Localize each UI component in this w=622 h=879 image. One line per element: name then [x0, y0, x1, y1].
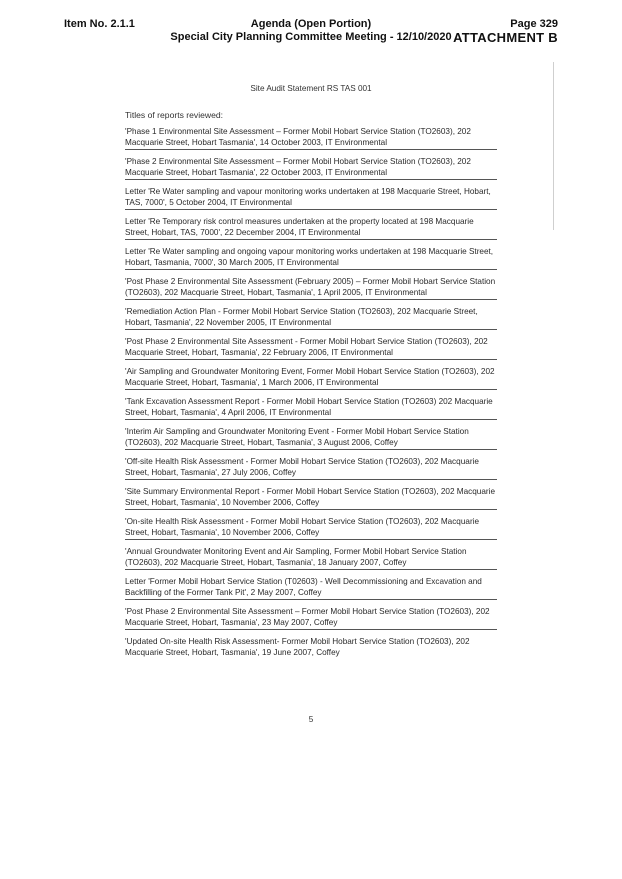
report-item: Letter 'Re Water sampling and ongoing vapour monitoring works undertaken at 198 Macquarie Street, Hobart, Tasmania, 7000', 30 March 2005, IT Environmental: [125, 246, 497, 270]
report-item: 'Post Phase 2 Environmental Site Assessment (February 2005) – Former Mobil Hobart Service Station (TO2603), 202 Macquarie Street, Hobart, Tasmania', 1 April 2005, IT Environmental: [125, 276, 497, 300]
report-item: 'Site Summary Environmental Report - Former Mobil Hobart Service Station (TO2603), 202 Macquarie Street, Hobart, Tasmania', 10 November 2006, Coffey: [125, 486, 497, 510]
report-item: 'Interim Air Sampling and Groundwater Monitoring Event - Former Mobil Hobart Service Station (TO2603), 202 Macquarie Street, Hobart, Tasmania', 3 August 2006, Coffey: [125, 426, 497, 450]
agenda-title: Agenda (Open Portion): [250, 18, 372, 30]
reports-section: [125, 110, 497, 665]
report-item: 'Annual Groundwater Monitoring Event and Air Sampling, Former Mobil Hobart Service Station (TO2603), 202 Macquarie Street, Hobart, Tasmania', 18 January 2007, Coffey: [125, 546, 497, 570]
meeting-line: Special City Planning Committee Meeting - 12/10/2020: [170, 31, 452, 43]
reports-label: Titles of reports reviewed:: [125, 110, 224, 120]
item-number: Item No. 2.1.1: [64, 18, 135, 30]
report-item: 'Phase 2 Environmental Site Assessment – Former Mobil Hobart Service Station (TO2603), 202 Macquarie Street, Hobart Tasmania', 22 October 2003, IT Environmental: [125, 156, 497, 180]
report-item: 'Off-site Health Risk Assessment - Former Mobil Hobart Service Station (TO2603), 202 Macquarie Street, Hobart, Tasmania', 27 July 2006, Coffey: [125, 456, 497, 480]
report-item: 'On-site Health Risk Assessment - Former Mobil Hobart Service Station (TO2603), 202 Macquarie Street, Hobart, Tasmania', 10 November 2006, Coffey: [125, 516, 497, 540]
report-item: 'Remediation Action Plan - Former Mobil Hobart Service Station (TO2603), 202 Macquarie Street, Hobart, Tasmania', 22 November 2005, IT Environmental: [125, 306, 497, 330]
page-header-right: [453, 18, 558, 44]
page-number: 5: [308, 715, 314, 724]
page-label: Page 329: [510, 18, 558, 30]
attachment-label: ATTACHMENT B: [453, 30, 558, 45]
report-item: 'Air Sampling and Groundwater Monitoring Event, Former Mobil Hobart Service Station (TO2603), 202 Macquarie Street, Hobart, Tasmania', 1 March 2006, IT Environmental: [125, 366, 497, 390]
report-item: 'Tank Excavation Assessment Report - Former Mobil Hobart Service Station (TO2603) 202 Macquarie Street, Hobart, Tasmania', 4 April 2006, IT Environmental: [125, 396, 497, 420]
report-item: Letter 'Former Mobil Hobart Service Station (T02603) - Well Decommissioning and Excavation and Backfilling of the Former Tank Pit', 2 May 2007, Coffey: [125, 576, 497, 600]
report-item: Letter 'Re Temporary risk control measures undertaken at the property located at 198 Macquarie Street, Hobart, TAS, 7000', 22 December 2004, IT Environmental: [125, 216, 497, 240]
report-item: 'Phase 1 Environmental Site Assessment – Former Mobil Hobart Service Station (TO2603), 202 Macquarie Street, Hobart Tasmania', 14 October 2003, IT Environmental: [125, 126, 497, 150]
report-item: Letter 'Re Water sampling and vapour monitoring works undertaken at 198 Macquarie Street, Hobart, TAS, 7000', 5 October 2004, IT Environmental: [125, 186, 497, 210]
report-item: 'Post Phase 2 Environmental Site Assessment - Former Mobil Hobart Service Station (TO2603), 202 Macquarie Street, Hobart, Tasmania', 22 February 2006, IT Environmental: [125, 336, 497, 360]
report-item: 'Updated On-site Health Risk Assessment- Former Mobil Hobart Service Station (TO2603), 202 Macquarie Street, Hobart, Tasmania', 19 June 2007, Coffey: [125, 637, 470, 657]
reports-list: [125, 126, 497, 659]
report-item: 'Post Phase 2 Environmental Site Assessment – Former Mobil Hobart Service Station (TO2603), 202 Macquarie Street, Hobart, Tasmania', 23 May 2007, Coffey: [125, 606, 497, 630]
document-title: Site Audit Statement RS TAS 001: [250, 84, 372, 93]
